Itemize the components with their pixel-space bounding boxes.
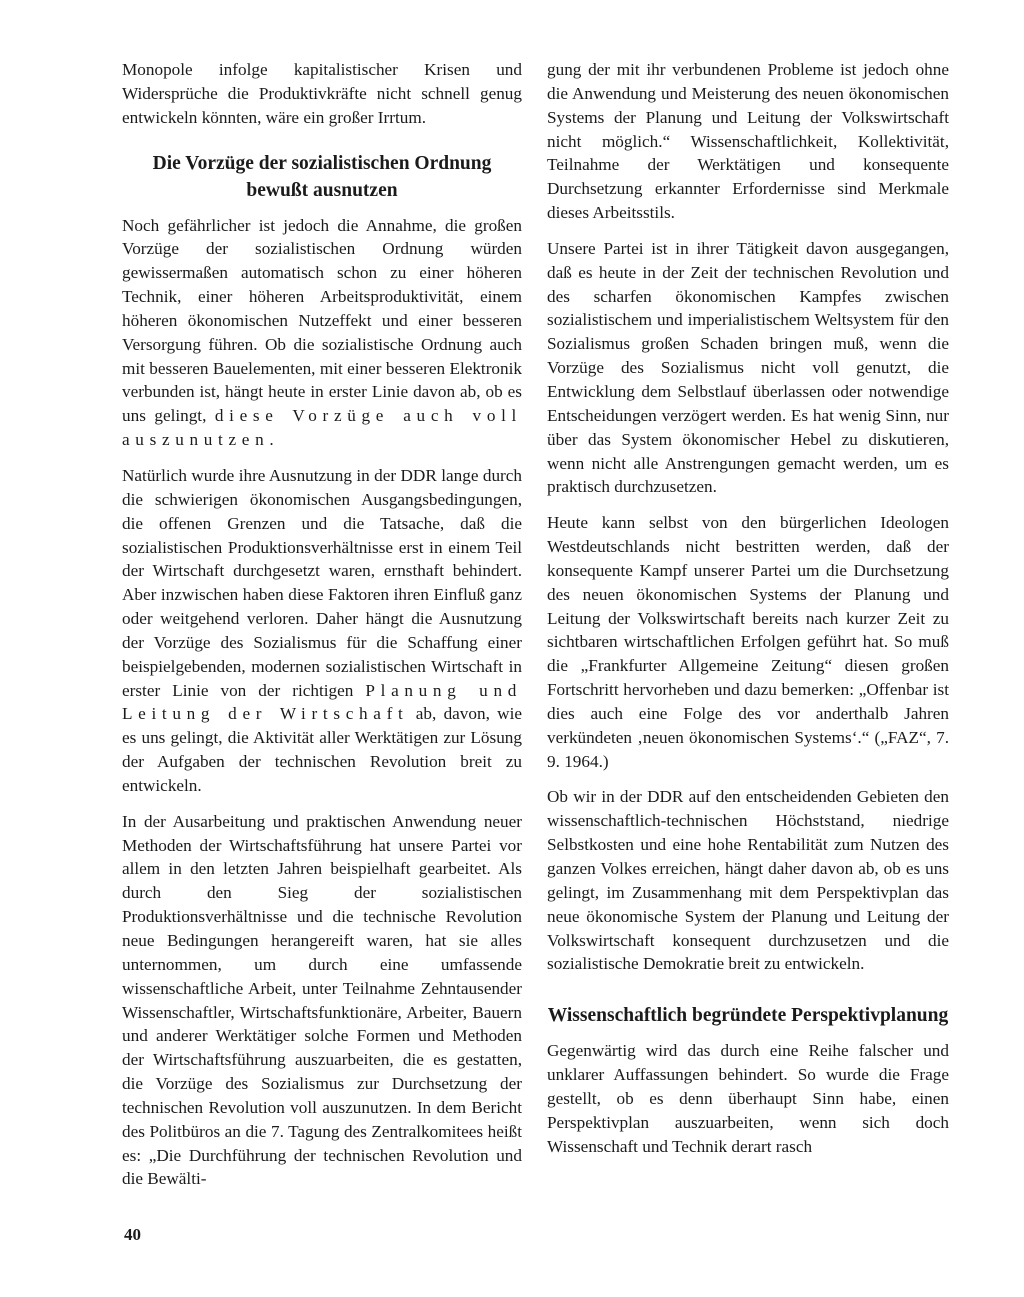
emphasized-text: diese Vorzüge auch voll auszunutzen — [122, 406, 522, 450]
emphasized-text: Planung und Leitung der Wirtschaft — [122, 680, 522, 724]
left-column — [122, 58, 522, 1191]
section-heading: Die Vorzüge der sozialistischen Ordnung bewußt ausnutzen — [152, 152, 492, 201]
paragraph: Ob wir in der DDR auf den entscheidenden Gebieten den wissenschaftlich-technischen Höchststand, niedrige Selbstkosten und eine hohe Rentabilität zum Nutzen des ganzen Volkes erreichen, hängt daher davon ab, ob es uns gelingt, im Zusammenhang mit dem Perspektivplan das neue ökonomische System der Planung und Leitung der Volkswirtschaft konsequent durchzusetzen und die sozialistische Demokratie breit zu entwickeln. — [547, 787, 949, 974]
paragraph-text: ab, davon, wie es uns gelingt, die Aktivität aller Werktätigen zur Lösung der Aufgaben der technischen Revolution breit zu entwickeln. — [122, 704, 522, 795]
paragraph: gung der mit ihr verbundenen Probleme ist jedoch ohne die Anwendung und Meisterung des neuen ökonomischen Systems der Planung und Leitung der Volkswirtschaft nicht möglich.“ Wissenschaftlichkeit, Kollektivität, Teilnahme der Werktätigen und konsequente Durchsetzung erkannter Erfordernisse sind Merkmale dieses Arbeitsstils. — [547, 60, 949, 223]
right-column — [547, 58, 949, 1158]
page-number: 40 — [124, 1225, 141, 1244]
paragraph-text: Natürlich wurde ihre Ausnutzung in der DDR lange durch die schwierigen ökonomischen Ausgangsbedingungen, die offenen Grenzen und die Tatsache, daß die sozialistischen Produktionsverhältnisse erst in einem Teil der Wirtschaft durchgesetzt waren, ernsthaft behindert. Aber inzwischen haben diese Faktoren ihren Einfluß ganz oder weitgehend verloren. Daher hängt die Ausnutzung der Vorzüge des Sozialismus für die Schaffung einer beispielgebenden, modernen sozialistischen Wirtschaft in erster Linie von der richtigen — [122, 465, 522, 700]
paragraph: In der Ausarbeitung und praktischen Anwendung neuer Methoden der Wirtschaftsführung hat unsere Partei vor allem in den letzten Jahren beispielhaft gearbeitet. Als durch den Sieg der sozialistischen Produktionsverhältnisse und die technische Revolution neue Bedingungen herangereift waren, hat sie alles unternommen, um durch eine umfassende wissenschaftliche Arbeit, unter Teilnahme Zehntausender Wissenschaftler, Wirtschaftsfunktionäre, Arbeiter, Bauern und anderer Werktätiger solche Formen und Methoden der Wirtschaftsführung auszuarbeiten, die es gestatten, die Vorzüge des Sozialismus zur Durchsetzung der technischen Revolution voll auszunutzen. In dem Bericht des Politbüros an die 7. Tagung des Zentralkomitees heißt es: „Die Durchführung der technischen Revolution und die Bewälti- — [122, 811, 522, 1189]
paragraph — [122, 464, 522, 798]
paragraph: Heute kann selbst von den bürgerlichen Ideologen Westdeutschlands nicht bestritten werden, daß der konsequente Kampf unserer Partei um die Durchsetzung des neuen ökonomischen Systems der Planung und Leitung der Volkswirtschaft bereits nach kurzer Zeit zu sichtbaren wirtschaftlichen Erfolgen geführt hat. So muß die „Frankfurter Allgemeine Zeitung“ diesen großen Fortschritt hervorheben und dazu bemerken: „Offenbar ist dies auch eine Folge des vor anderthalb Jahren verkündeten ‚neuen ökonomischen Systems‘.“ („FAZ“, 7. 9. 1964.) — [547, 513, 949, 771]
paragraph-text: Noch gefährlicher ist jedoch die Annahme, die großen Vorzüge der sozialistischen Ordnung würden gewissermaßen automatisch schon zu einer höheren Technik, einer höheren Arbeitsproduktivität, einem höheren ökonomischen Nutzeffekt und einer besseren Versorgung führen. Ob die sozialistische Ordnung auch mit besseren Bauelementen, mit einer besseren Elektronik verbunden ist, hängt heute in erster Linie davon ab, ob es uns gelingt, — [122, 215, 522, 426]
paragraph: Monopole infolge kapitalistischer Krisen und Widersprüche die Produktivkräfte nicht schnell genug entwickeln könnten, wäre ein großer Irrtum. — [122, 60, 522, 127]
paragraph: Gegenwärtig wird das durch eine Reihe falscher und unklarer Auffassungen behindert. So wurde die Frage gestellt, ob es denn überhaupt Sinn habe, einen Perspektivplan auszuarbeiten, wenn sich doch Wissenschaft und Technik derart rasch — [547, 1041, 949, 1156]
paragraph: Unsere Partei ist in ihrer Tätigkeit davon ausgegangen, daß es heute in der Zeit der technischen Revolution und des scharfen ökonomischen Kampfes zwischen sozialistischem und imperialistischem Weltsystem für den Sozialismus großen Schaden bringen muß, wenn die Vorzüge des Sozialismus nicht voll genutzt, die Entwicklung dem Selbstlauf überlassen oder notwendige Entscheidungen verzögert werden. Es hat wenig Sinn, nur über das System ökonomischer Hebel zu diskutieren, wenn nicht alle Anstrengungen gemacht werden, um es praktisch durchzusetzen. — [547, 238, 949, 497]
paragraph — [122, 214, 522, 452]
section-heading: Wissenschaftlich begründete Perspektivplanung — [547, 1005, 949, 1027]
paragraph-text: . — [269, 430, 274, 450]
